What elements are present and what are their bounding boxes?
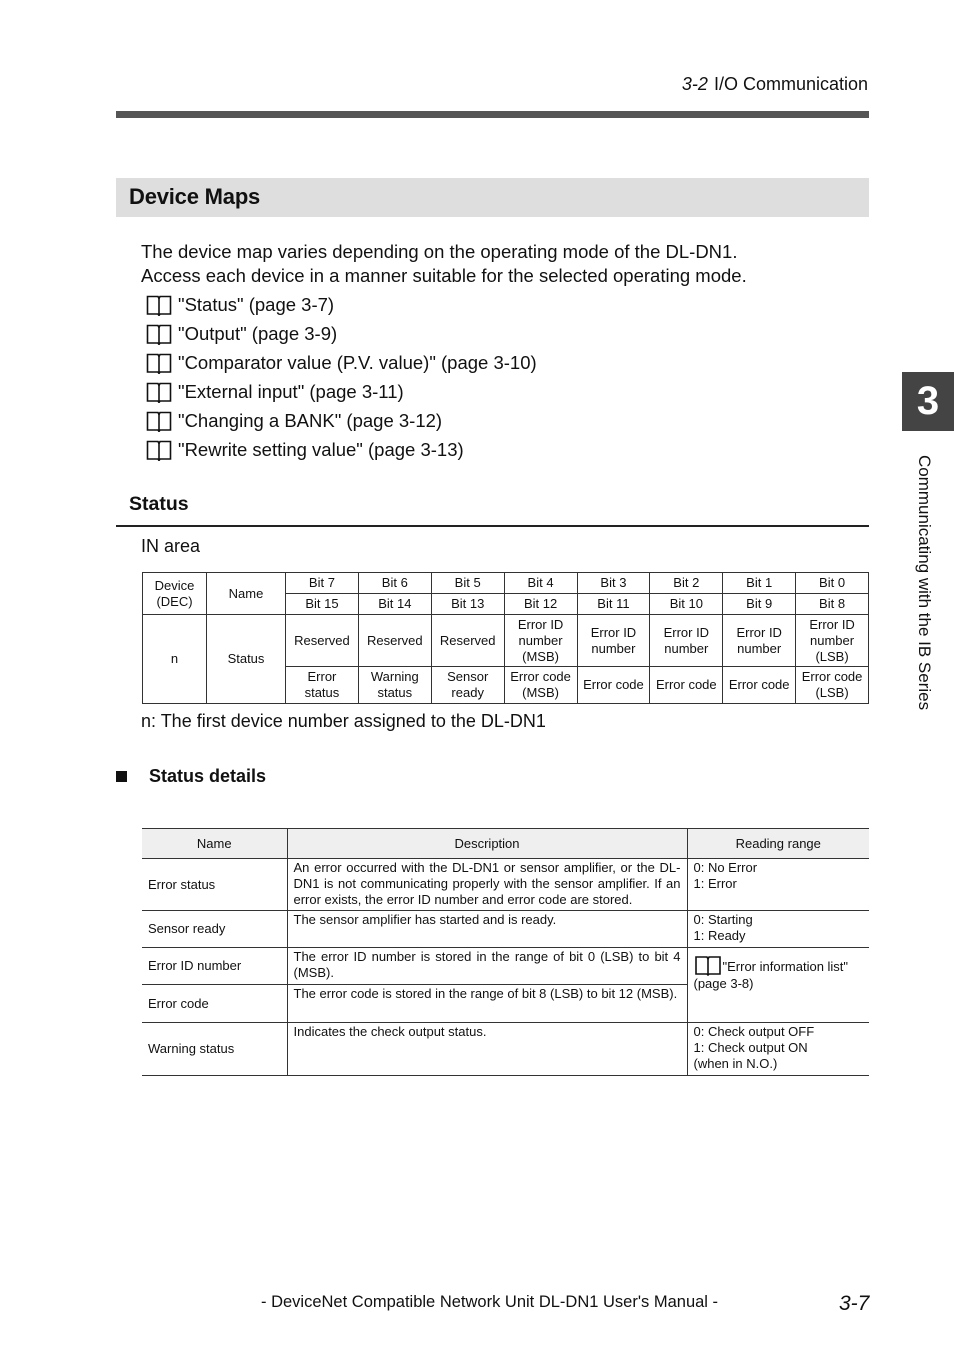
name-cell: Status — [207, 615, 286, 704]
book-icon — [146, 352, 172, 374]
section-title: Device Maps — [129, 184, 261, 209]
row-name: Error ID number — [142, 948, 287, 985]
reference-link[interactable]: "Status" (page 3-7) — [178, 293, 335, 315]
reference-item[interactable] — [146, 290, 537, 319]
reference-item[interactable] — [146, 406, 537, 435]
row-name: Error code — [142, 985, 287, 1023]
bit-header-cell: Bit 11 — [577, 594, 650, 615]
intro-paragraph — [141, 240, 841, 288]
book-icon — [146, 294, 172, 316]
bit-value-cell: Warning status — [358, 667, 431, 704]
reference-text: "Error information list" (page 3-8) — [693, 959, 849, 991]
status-heading: Status — [129, 493, 189, 515]
status-details-heading — [116, 766, 266, 787]
in-area-label: IN area — [141, 536, 201, 556]
bit-header-cell: Bit 13 — [431, 594, 504, 615]
reference-item[interactable] — [146, 435, 537, 464]
book-icon — [146, 381, 172, 403]
section-band — [116, 178, 869, 217]
device-map-table — [142, 572, 869, 704]
bit-value-cell: Error code (LSB) — [796, 667, 869, 704]
header-section-number: 3-2 — [681, 74, 708, 94]
reference-link[interactable]: "Rewrite setting value" (page 3-13) — [178, 438, 464, 460]
row-description: The sensor amplifier has started and is ready. — [287, 911, 687, 948]
book-icon — [694, 954, 722, 976]
bit-value-cell: Error code — [723, 667, 796, 704]
bit-value-cell: Error ID number (LSB) — [796, 615, 869, 667]
bit-header-cell: Bit 3 — [577, 573, 650, 594]
bit-value-cell: Sensor ready — [431, 667, 504, 704]
reference-list — [146, 290, 537, 464]
status-details-table — [142, 828, 869, 1076]
device-cell: n — [143, 615, 207, 704]
row-description: An error occurred with the DL-DN1 or sensor amplifier, or the DL-DN1 is not communicating properly with the sensor amplifier. If an error exists, the error ID number and error code are stored. — [287, 859, 687, 911]
bit-value-cell: Error status — [286, 667, 359, 704]
device-column-header: Device (DEC) — [143, 573, 207, 615]
details-header-range: Reading range — [687, 829, 869, 859]
reference-link[interactable]: "Output" (page 3-9) — [178, 322, 338, 344]
bit-value-cell: Error code — [577, 667, 650, 704]
footer-manual-title: - DeviceNet Compatible Network Unit DL-DN1 User's Manual - — [261, 1293, 719, 1311]
bit-header-cell: Bit 6 — [358, 573, 431, 594]
row-name: Error status — [142, 859, 287, 911]
page-number: 3-7 — [839, 1292, 870, 1315]
reference-item[interactable] — [146, 319, 537, 348]
book-icon — [146, 439, 172, 461]
intro-line-1: The device map varies depending on the operating mode of the DL-DN1. — [141, 241, 738, 262]
reference-link[interactable]: "Changing a BANK" (page 3-12) — [178, 409, 443, 431]
bit-header-cell: Bit 0 — [796, 573, 869, 594]
device-number-note: n: The first device number assigned to the DL-DN1 — [141, 711, 546, 731]
bit-header-cell: Bit 2 — [650, 573, 723, 594]
bit-header-cell: Bit 9 — [723, 594, 796, 615]
row-description: The error ID number is stored in the range of bit 0 (LSB) to bit 4 (MSB). — [287, 948, 687, 985]
square-bullet-icon — [116, 771, 127, 782]
bit-header-cell: Bit 14 — [358, 594, 431, 615]
bit-header-cell: Bit 10 — [650, 594, 723, 615]
bit-header-cell: Bit 15 — [286, 594, 359, 615]
row-name: Warning status — [142, 1023, 287, 1076]
table-row — [142, 911, 869, 948]
reference-link[interactable]: "External input" (page 3-11) — [178, 380, 404, 402]
bit-value-cell: Error ID number — [650, 615, 723, 667]
bit-value-cell: Error code (MSB) — [504, 667, 577, 704]
row-description: The error code is stored in the range of bit 8 (LSB) to bit 12 (MSB). — [287, 985, 687, 1023]
bit-value-cell: Error ID number (MSB) — [504, 615, 577, 667]
reference-item[interactable] — [146, 377, 537, 406]
row-range: 0: No Error 1: Error — [687, 859, 869, 911]
reference-link[interactable]: "Comparator value (P.V. value)" (page 3-10) — [178, 351, 537, 373]
header-section-title: I/O Communication — [713, 74, 868, 94]
table-row — [142, 948, 869, 985]
bit-value-cell: Error code — [650, 667, 723, 704]
details-header-description: Description — [287, 829, 687, 859]
bit-header-cell: Bit 8 — [796, 594, 869, 615]
book-icon — [146, 323, 172, 345]
bit-value-cell: Reserved — [431, 615, 504, 667]
row-description: Indicates the check output status. — [287, 1023, 687, 1076]
table-row — [142, 1023, 869, 1076]
header-rule — [116, 111, 869, 118]
bit-header-cell: Bit 1 — [723, 573, 796, 594]
bit-header-cell: Bit 12 — [504, 594, 577, 615]
bit-value-cell: Reserved — [358, 615, 431, 667]
bit-header-cell: Bit 5 — [431, 573, 504, 594]
chapter-side-title: Communicating with the IB Series — [915, 455, 934, 711]
bit-value-cell: Error ID number — [577, 615, 650, 667]
status-heading-rule — [116, 525, 869, 527]
book-icon — [146, 410, 172, 432]
running-header — [682, 74, 868, 95]
intro-line-2: Access each device in a manner suitable for the selected operating mode. — [141, 265, 747, 286]
bit-header-cell: Bit 4 — [504, 573, 577, 594]
table-row — [142, 859, 869, 911]
row-name: Sensor ready — [142, 911, 287, 948]
chapter-tab: 3 — [902, 372, 954, 431]
name-column-header: Name — [207, 573, 286, 615]
row-range: 0: Starting 1: Ready — [687, 911, 869, 948]
row-range-reference — [687, 948, 869, 1023]
reference-item[interactable] — [146, 348, 537, 377]
details-header-name: Name — [142, 829, 287, 859]
status-details-title: Status details — [149, 766, 267, 786]
bit-header-cell: Bit 7 — [286, 573, 359, 594]
bit-value-cell: Reserved — [286, 615, 359, 667]
bit-value-cell: Error ID number — [723, 615, 796, 667]
row-range: 0: Check output OFF 1: Check output ON (when in N.O.) — [687, 1023, 869, 1076]
